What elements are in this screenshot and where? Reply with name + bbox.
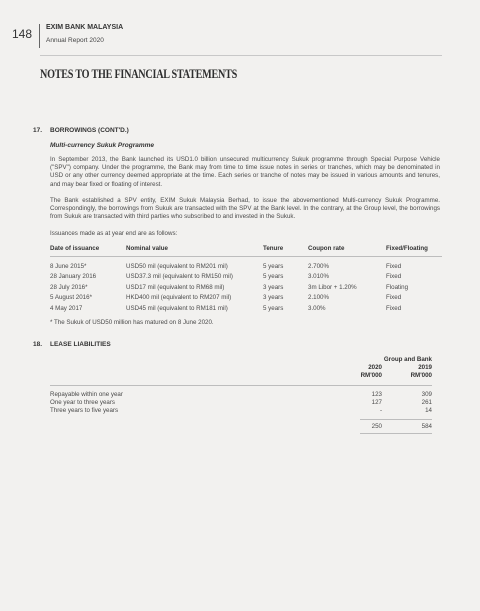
row-label: One year to three years xyxy=(50,399,116,406)
section-18-number: 18. xyxy=(33,341,43,348)
header-fixed-floating: Fixed/Floating xyxy=(386,245,428,252)
lease-totals xyxy=(50,423,432,431)
table-row xyxy=(50,391,432,399)
cell-coupon: 2.100% xyxy=(308,294,329,301)
report-name: Annual Report 2020 xyxy=(46,37,104,44)
section-17-subtitle: Multi-currency Sukuk Programme xyxy=(50,142,155,149)
cell-nominal: HKD400 mil (equivalent to RM207 mil) xyxy=(126,294,232,301)
cell-date: 28 January 2016 xyxy=(50,273,97,280)
value-2019: 309 xyxy=(421,391,432,398)
lease-header-rule xyxy=(50,385,432,386)
lease-total-rule-bottom xyxy=(360,433,432,434)
cell-tenure: 5 years xyxy=(263,273,284,280)
group-and-bank-label: Group and Bank xyxy=(383,356,432,363)
issuance-table xyxy=(50,245,442,315)
table-row xyxy=(50,407,432,415)
organization-name: EXIM BANK MALAYSIA xyxy=(46,24,124,31)
row-label: Repayable within one year xyxy=(50,391,123,398)
section-17-paragraph-2: The Bank established a SPV entity, EXIM Sukuk Malaysia Berhad, to issue the abovementioned Multi-currency Sukuk Programme. Correspondingly, the borrowings from Sukuk are transacted with the SPV at the Bank level. In the contrary, at the Group level, the borrowings from Sukuk are transacted with third parties who subscribed to and invested in the Sukuk. xyxy=(50,197,440,221)
lease-header xyxy=(50,356,432,380)
value-2020: - xyxy=(379,407,382,414)
cell-fixed-floating: Floating xyxy=(386,283,409,291)
year-2020: 2020 xyxy=(368,364,382,371)
section-18-title: LEASE LIABILITIES xyxy=(50,341,111,348)
section-17-footnote: * The Sukuk of USD50 million has matured on 8 June 2020. xyxy=(50,319,214,326)
section-17-paragraph-1: In September 2013, the Bank launched its USD1.0 billion unsecured multicurrency Sukuk programme through Special Purpose Vehicle ("SPV") company. Under the programme, the Bank may from time to time issue notes in series or tranches, which may be denominated in USD or any other currency deemed appropriate at the time. Each series or tranche of notes may be issued in various amounts and tenures, and may bear fixed or floating of interest. xyxy=(50,156,440,188)
cell-nominal: USD17 mil (equivalent to RM68 mil) xyxy=(126,283,225,291)
cell-coupon: 2.700% xyxy=(308,262,329,270)
year-2019: 2019 xyxy=(418,364,432,371)
lease-table xyxy=(50,391,432,415)
cell-nominal: USD37.3 mil (equivalent to RM150 mil) xyxy=(126,273,233,280)
section-17-paragraph-3: Issuances made as at year end are as follows: xyxy=(50,230,178,237)
cell-coupon: 3.010% xyxy=(308,273,329,280)
table-row xyxy=(50,273,442,284)
row-label: Three years to five years xyxy=(50,407,119,414)
lease-units-row xyxy=(50,372,432,380)
table-header-rule xyxy=(50,256,442,257)
cell-date: 5 August 2016* xyxy=(50,294,92,301)
cell-coupon: 3.00% xyxy=(308,304,326,312)
section-17-title: BORROWINGS (CONT'D.) xyxy=(50,127,129,134)
header-rule xyxy=(40,55,442,56)
header-divider xyxy=(39,24,40,48)
cell-coupon: 3m Libor + 1.20% xyxy=(308,283,357,291)
value-2020: 127 xyxy=(371,399,382,406)
header-date: Date of issuance xyxy=(50,245,100,252)
cell-fixed-floating: Fixed xyxy=(386,304,402,312)
cell-fixed-floating: Fixed xyxy=(386,294,402,301)
lease-years-row xyxy=(50,364,432,372)
cell-nominal: USD50 mil (equivalent to RM201 mil) xyxy=(126,262,228,270)
totals-row xyxy=(50,423,432,431)
cell-nominal: USD45 mil (equivalent to RM181 mil) xyxy=(126,304,228,312)
cell-tenure: 5 years xyxy=(263,262,284,270)
cell-date: 8 June 2015* xyxy=(50,262,87,270)
issuance-table-header xyxy=(50,245,442,256)
lease-total-rule-top xyxy=(360,419,432,420)
value-2019: 261 xyxy=(421,399,432,406)
header-tenure: Tenure xyxy=(263,245,284,252)
table-row xyxy=(50,263,442,274)
lease-group-label-row xyxy=(50,356,432,364)
cell-fixed-floating: Fixed xyxy=(386,262,402,270)
total-2019: 584 xyxy=(421,423,432,430)
unit-2019: RM'000 xyxy=(410,372,432,379)
table-row xyxy=(50,305,442,316)
section-17-number: 17. xyxy=(33,127,43,134)
unit-2020: RM'000 xyxy=(360,372,382,379)
header-coupon: Coupon rate xyxy=(308,245,345,252)
page-number: 148 xyxy=(12,27,33,41)
cell-tenure: 3 years xyxy=(263,294,284,301)
table-row xyxy=(50,399,432,407)
total-2020: 250 xyxy=(371,423,382,430)
cell-tenure: 3 years xyxy=(263,283,284,291)
cell-fixed-floating: Fixed xyxy=(386,273,402,280)
cell-tenure: 5 years xyxy=(263,304,284,312)
value-2019: 14 xyxy=(425,407,432,414)
header-nominal: Nominal value xyxy=(126,245,168,252)
cell-date: 4 May 2017 xyxy=(50,304,83,312)
table-row xyxy=(50,294,442,305)
cell-date: 28 July 2016* xyxy=(50,283,88,291)
table-row xyxy=(50,284,442,295)
value-2020: 123 xyxy=(371,391,382,398)
notes-title: NOTES TO THE FINANCIAL STATEMENTS xyxy=(40,66,238,81)
